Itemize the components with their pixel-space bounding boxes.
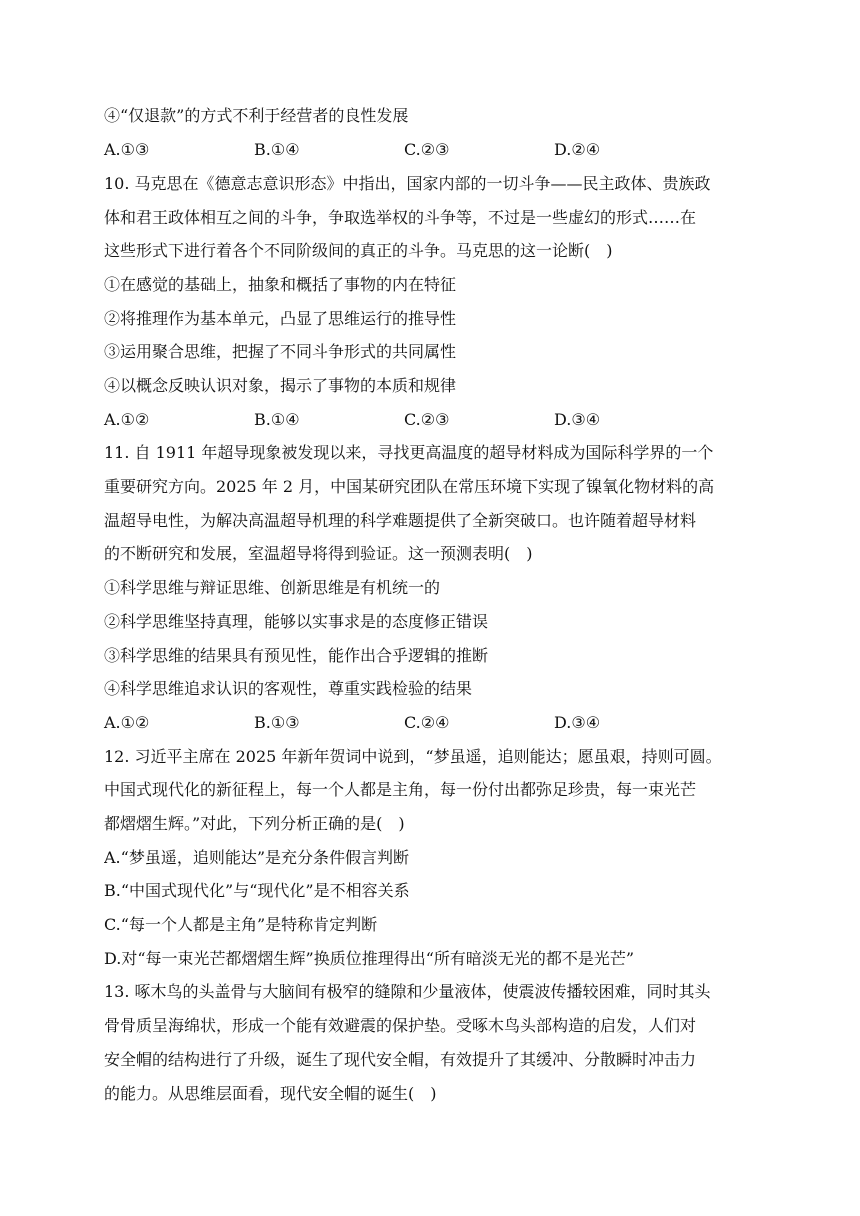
- q11-options: [104, 713, 764, 733]
- q10-option-b: B.①④: [254, 410, 300, 429]
- q10-stem-line-2: 体和君王政体相互之间的斗争，争取选举权的斗争等，不过是一些虚幻的形式……在: [104, 208, 697, 227]
- q12-choice-a: A.“梦虽遥，追则能达”是充分条件假言判断: [104, 848, 410, 867]
- q11-option-d: D.③④: [554, 713, 601, 732]
- q9-option-b: B.①④: [254, 140, 300, 159]
- q12-choice-c: C.“每一个人都是主角”是特称肯定判断: [104, 915, 378, 934]
- q11-statement-1: ①科学思维与辩证思维、创新思维是有机统一的: [104, 578, 441, 597]
- q11-stem-line-4: 的不断研究和发展，室温超导将得到验证。这一预测表明( ): [104, 544, 533, 563]
- q11-option-b: B.①③: [254, 713, 300, 732]
- q11-option-c: C.②④: [404, 713, 450, 732]
- q11-stem-line-3: 温超导电性，为解决高温超导机理的科学难题提供了全新突破口。也许随着超导材料: [104, 511, 697, 530]
- q10-option-a: A.①②: [104, 410, 150, 429]
- q9-option-a: A.①③: [104, 140, 150, 159]
- q10-statement-4: ④以概念反映认识对象，揭示了事物的本质和规律: [104, 376, 457, 395]
- q13-stem-line-4: 的能力。从思维层面看，现代安全帽的诞生( ): [104, 1084, 437, 1103]
- q11-statement-2: ②科学思维坚持真理，能够以实事求是的态度修正错误: [104, 612, 489, 631]
- q10-option-c: C.②③: [404, 410, 450, 429]
- q11-option-a: A.①②: [104, 713, 150, 732]
- q10-option-d: D.③④: [554, 410, 601, 429]
- q10-stem-line-1: 10. 马克思在《德意志意识形态》中指出，国家内部的一切斗争——民主政体、贵族政: [104, 174, 711, 193]
- q13-stem-line-2: 骨骨质呈海绵状，形成一个能有效避震的保护垫。受啄木鸟头部构造的启发，人们对: [104, 1016, 697, 1035]
- q9-option-d: D.②④: [554, 140, 601, 159]
- q13-stem-line-1: 13. 啄木鸟的头盖骨与大脑间有极窄的缝隙和少量液体，使震波传播较困难，同时其头: [104, 982, 711, 1001]
- q12-choice-d: D.对“每一束光芒都熠熠生辉”换质位推理得出“所有暗淡无光的都不是光芒”: [104, 949, 635, 968]
- q9-options: [104, 140, 764, 160]
- q9-statement-4: ④“仅退款”的方式不利于经营者的良性发展: [104, 106, 409, 125]
- q13-stem-line-3: 安全帽的结构进行了升级，诞生了现代安全帽，有效提升了其缓冲、分散瞬时冲击力: [104, 1050, 697, 1069]
- q11-statement-4: ④科学思维追求认识的客观性，尊重实践检验的结果: [104, 679, 473, 698]
- q12-stem-line-2: 中国式现代化的新征程上，每一个人都是主角，每一份付出都弥足珍贵，每一束光芒: [104, 780, 697, 799]
- q12-stem-line-1: 12. 习近平主席在 2025 年新年贺词中说到，“梦虽遥，追则能达；愿虽艰，持则可圆。: [104, 747, 722, 766]
- q11-stem-line-2: 重要研究方向。2025 年 2 月，中国某研究团队在常压环境下实现了镍氧化物材料的高: [104, 477, 715, 496]
- q10-statement-3: ③运用聚合思维，把握了不同斗争形式的共同属性: [104, 342, 457, 361]
- q12-stem-line-3: 都熠熠生辉。”对此，下列分析正确的是( ): [104, 814, 405, 833]
- q10-options: [104, 410, 764, 430]
- q11-statement-3: ③科学思维的结果具有预见性，能作出合乎逻辑的推断: [104, 646, 489, 665]
- q10-statement-1: ①在感觉的基础上，抽象和概括了事物的内在特征: [104, 275, 457, 294]
- q10-statement-2: ②将推理作为基本单元，凸显了思维运行的推导性: [104, 309, 457, 328]
- q12-choice-b: B.“中国式现代化”与“现代化”是不相容关系: [104, 881, 410, 900]
- q9-option-c: C.②③: [404, 140, 450, 159]
- q10-stem-line-3: 这些形式下进行着各个不同阶级间的真正的斗争。马克思的这一论断( ): [104, 241, 613, 260]
- q11-stem-line-1: 11. 自 1911 年超导现象被发现以来，寻找更高温度的超导材料成为国际科学界的一个: [104, 443, 714, 462]
